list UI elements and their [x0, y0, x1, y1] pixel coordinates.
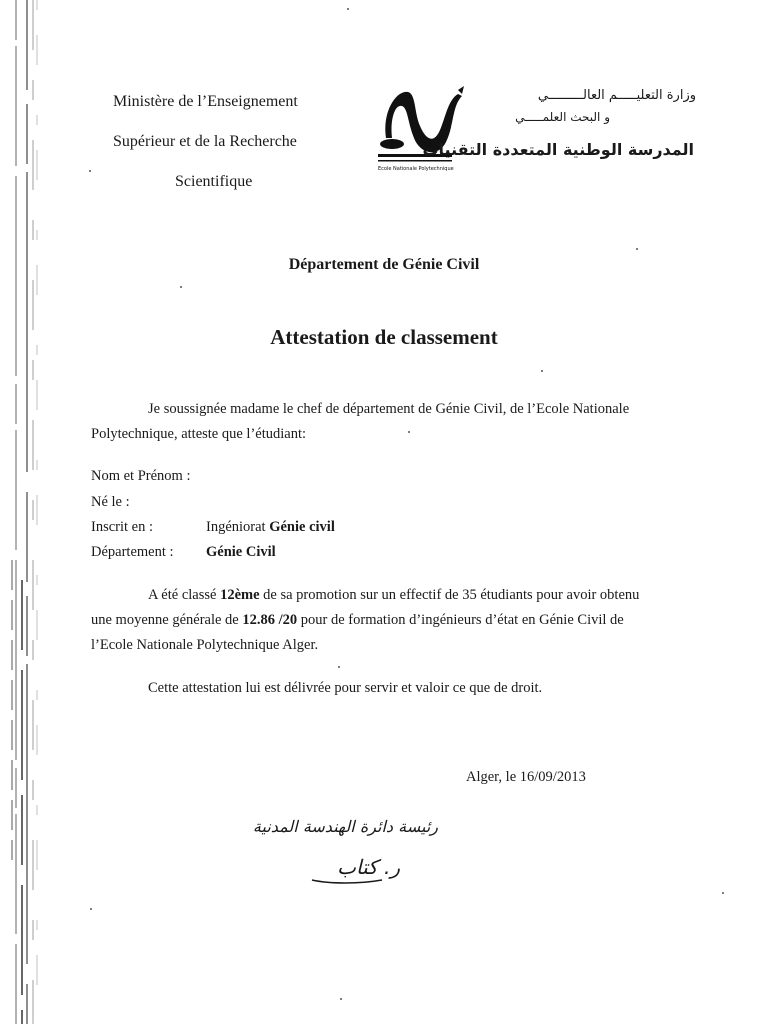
name-label: Nom et Prénom : — [91, 468, 191, 484]
ministry-fr-line-2: Supérieur et de la Recherche — [113, 133, 297, 150]
place-date: Alger, le 16/09/2013 — [466, 769, 586, 785]
scan-speck — [722, 892, 724, 894]
ministry-fr-line-1: Ministère de l’Enseignement — [113, 93, 298, 110]
inscrit-value — [206, 519, 335, 536]
department-heading: Département de Génie Civil — [288, 256, 480, 273]
ranking-line-3: l’Ecole Nationale Polytechnique Alger. — [91, 637, 319, 653]
average-value: 12.86 /20 — [242, 612, 298, 628]
logo-caption: Ecole Nationale Polytechnique — [378, 166, 454, 172]
school-name-ar: المدرسة الوطنية المتعددة التقنيات — [422, 140, 694, 159]
departement-label: Département : — [91, 544, 174, 560]
intro-line-1: Je soussignée madame le chef de département de Génie Civil, de l’Ecole Nationale — [148, 401, 630, 417]
ranking-l1-a: A été classé — [148, 587, 221, 603]
ministry-ar-line-1: وزارة التعليـــــم العالـــــــــي — [537, 88, 696, 103]
signature-name-ar: ر. كتاب — [337, 855, 400, 879]
ranking-l2-b: pour de formation d’ingénieurs d’état en Génie Civil de — [297, 612, 624, 628]
closing-sentence: Cette attestation lui est délivrée pour servir et valoir ce que de droit. — [148, 680, 543, 696]
handwritten-signature — [250, 804, 450, 894]
scan-speck — [180, 286, 182, 288]
scan-speck — [347, 8, 349, 10]
inscrit-value-prefix: Ingéniorat — [206, 519, 266, 535]
departement-value: Génie Civil — [206, 544, 276, 560]
birth-label: Né le : — [91, 494, 130, 510]
scan-speck — [90, 908, 92, 910]
scan-speck — [338, 666, 340, 668]
ranking-l1-b: de sa promotion sur un effectif de 35 étudiants pour avoir obtenu — [259, 587, 640, 603]
rank-value: 12ème — [220, 587, 260, 603]
school-logo — [374, 82, 468, 176]
inscrit-label: Inscrit en : — [91, 519, 154, 535]
ministry-ar-line-2: و البحث العلمـــــي — [515, 110, 610, 124]
inscrit-value-bold: Génie civil — [269, 519, 335, 535]
ranking-l2-a: une moyenne générale de — [91, 612, 243, 628]
scan-edge-artifacts — [0, 0, 60, 1024]
scan-speck — [636, 248, 638, 250]
intro-line-2: Polytechnique, atteste que l’étudiant: — [91, 426, 307, 442]
ministry-fr-line-3: Scientifique — [175, 173, 253, 190]
document-title: Attestation de classement — [270, 325, 498, 349]
scan-speck — [89, 170, 91, 172]
scan-speck — [340, 998, 342, 1000]
ranking-line-2 — [91, 609, 624, 631]
signature-title-ar: رئيسة دائرة الهندسة المدنية — [252, 817, 438, 836]
scan-speck — [408, 431, 410, 433]
scan-speck — [541, 370, 543, 372]
ranking-line-1 — [148, 584, 639, 606]
